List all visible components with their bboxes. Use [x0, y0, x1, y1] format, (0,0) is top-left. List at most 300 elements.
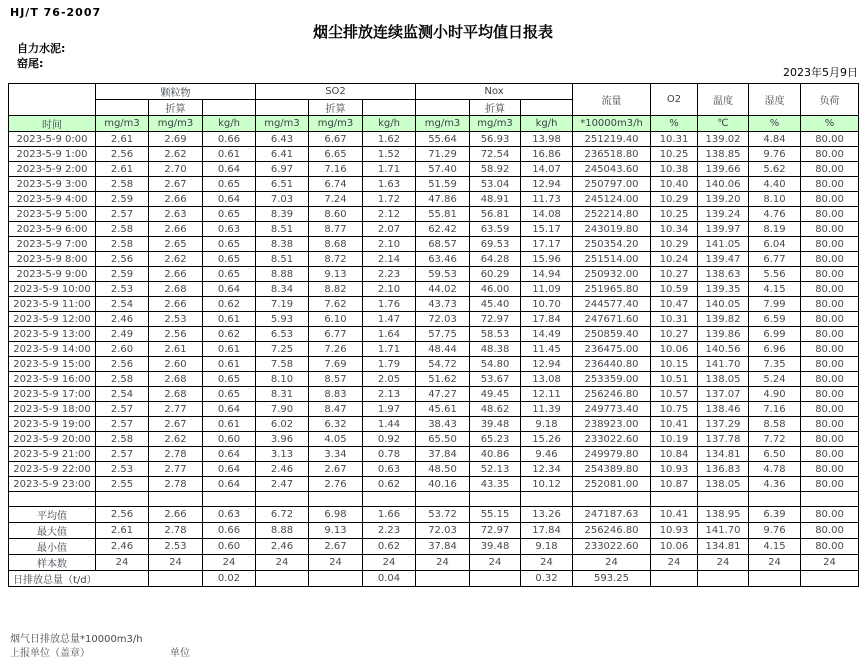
value-cell-3: 6.53 [256, 327, 309, 342]
time-cell: 2023-5-9 0:00 [9, 132, 96, 147]
summary-value-5: 0.62 [363, 539, 416, 555]
value-cell-3: 8.31 [256, 387, 309, 402]
value-cell-10: 10.29 [651, 237, 698, 252]
value-cell-9: 249979.80 [573, 447, 651, 462]
daily-total-row [9, 571, 859, 587]
empty-cell [698, 492, 749, 507]
value-cell-10: 10.27 [651, 267, 698, 282]
daily-total-value-2 [256, 571, 309, 587]
value-cell-3: 7.19 [256, 297, 309, 312]
value-cell-12: 4.84 [749, 132, 801, 147]
value-cell-3: 2.47 [256, 477, 309, 492]
value-cell-1: 2.66 [149, 267, 203, 282]
value-cell-12: 9.76 [749, 147, 801, 162]
summary-value-9: 247187.63 [573, 507, 651, 523]
empty-cell [416, 492, 470, 507]
value-cell-7: 64.28 [470, 252, 521, 267]
value-cell-9: 256246.80 [573, 387, 651, 402]
value-cell-2: 0.64 [203, 462, 256, 477]
value-cell-9: 245043.60 [573, 162, 651, 177]
value-cell-1: 2.67 [149, 177, 203, 192]
value-cell-4: 8.47 [309, 402, 363, 417]
value-cell-1: 2.53 [149, 312, 203, 327]
time-cell: 2023-5-9 2:00 [9, 162, 96, 177]
table-row [9, 477, 859, 492]
value-cell-12: 5.24 [749, 372, 801, 387]
value-cell-12: 7.72 [749, 432, 801, 447]
summary-value-4: 24 [309, 555, 363, 571]
value-cell-7: 58.53 [470, 327, 521, 342]
value-cell-12: 6.99 [749, 327, 801, 342]
summary-value-0: 2.46 [96, 539, 149, 555]
report-date: 2023年5月9日 [783, 66, 858, 79]
value-cell-2: 0.61 [203, 357, 256, 372]
value-cell-2: 0.65 [203, 372, 256, 387]
scalar-header-1: O2 [651, 84, 698, 116]
daily-total-value-4: 0.04 [363, 571, 416, 587]
value-cell-5: 1.71 [363, 342, 416, 357]
value-cell-11: 139.35 [698, 282, 749, 297]
value-cell-13: 80.00 [801, 297, 859, 312]
value-cell-13: 80.00 [801, 147, 859, 162]
value-cell-6: 48.50 [416, 462, 470, 477]
value-cell-2: 0.64 [203, 162, 256, 177]
value-cell-1: 2.69 [149, 132, 203, 147]
value-cell-13: 80.00 [801, 312, 859, 327]
value-cell-13: 80.00 [801, 342, 859, 357]
value-cell-1: 2.61 [149, 342, 203, 357]
value-cell-8: 12.94 [521, 357, 573, 372]
value-cell-1: 2.78 [149, 447, 203, 462]
value-cell-13: 80.00 [801, 402, 859, 417]
value-cell-11: 139.02 [698, 132, 749, 147]
value-cell-3: 6.51 [256, 177, 309, 192]
value-cell-13: 80.00 [801, 432, 859, 447]
value-cell-10: 10.40 [651, 177, 698, 192]
time-cell: 2023-5-9 20:00 [9, 432, 96, 447]
summary-value-10: 10.93 [651, 523, 698, 539]
daily-total-value-11 [749, 571, 801, 587]
value-cell-0: 2.53 [96, 282, 149, 297]
summary-value-2: 0.63 [203, 507, 256, 523]
value-cell-7: 40.86 [470, 447, 521, 462]
value-cell-0: 2.46 [96, 312, 149, 327]
value-cell-3: 6.97 [256, 162, 309, 177]
value-cell-7: 48.91 [470, 192, 521, 207]
value-cell-8: 11.45 [521, 342, 573, 357]
value-cell-4: 8.83 [309, 387, 363, 402]
empty-cell [9, 492, 96, 507]
value-cell-2: 0.64 [203, 402, 256, 417]
value-cell-13: 80.00 [801, 327, 859, 342]
value-cell-8: 10.70 [521, 297, 573, 312]
value-cell-6: 37.84 [416, 447, 470, 462]
daily-total-value-10 [698, 571, 749, 587]
value-cell-13: 80.00 [801, 252, 859, 267]
value-cell-9: 250797.00 [573, 177, 651, 192]
value-cell-5: 1.44 [363, 417, 416, 432]
value-cell-10: 10.27 [651, 327, 698, 342]
report-unit-label: 上报单位（盖章） [10, 648, 90, 659]
value-cell-9: 236440.80 [573, 357, 651, 372]
value-cell-1: 2.68 [149, 372, 203, 387]
value-cell-2: 0.61 [203, 342, 256, 357]
value-cell-9: 251965.80 [573, 282, 651, 297]
value-cell-6: 51.59 [416, 177, 470, 192]
value-cell-0: 2.53 [96, 462, 149, 477]
time-cell: 2023-5-9 10:00 [9, 282, 96, 297]
value-cell-7: 58.92 [470, 162, 521, 177]
value-cell-2: 0.65 [203, 207, 256, 222]
time-cell: 2023-5-9 18:00 [9, 402, 96, 417]
value-cell-11: 138.05 [698, 372, 749, 387]
value-cell-1: 2.62 [149, 432, 203, 447]
table-row [9, 342, 859, 357]
value-cell-8: 11.09 [521, 282, 573, 297]
value-cell-4: 6.67 [309, 132, 363, 147]
value-cell-6: 55.81 [416, 207, 470, 222]
value-cell-3: 8.38 [256, 237, 309, 252]
value-cell-9: 233022.60 [573, 432, 651, 447]
summary-value-2: 0.60 [203, 539, 256, 555]
value-cell-1: 2.62 [149, 252, 203, 267]
time-cell: 2023-5-9 11:00 [9, 297, 96, 312]
unit-label: 单位 [170, 648, 190, 659]
value-cell-11: 139.66 [698, 162, 749, 177]
value-cell-0: 2.57 [96, 402, 149, 417]
empty-cell [521, 492, 573, 507]
time-header: 时间 [9, 116, 96, 132]
value-cell-9: 252081.00 [573, 477, 651, 492]
value-cell-7: 72.97 [470, 312, 521, 327]
daily-total-value-0 [149, 571, 203, 587]
empty-cell [801, 492, 859, 507]
summary-value-8: 9.18 [521, 539, 573, 555]
summary-value-5: 24 [363, 555, 416, 571]
value-cell-0: 2.58 [96, 177, 149, 192]
table-row [9, 177, 859, 192]
value-cell-9: 252214.80 [573, 207, 651, 222]
value-cell-0: 2.61 [96, 132, 149, 147]
summary-value-12: 9.76 [749, 523, 801, 539]
value-cell-0: 2.57 [96, 207, 149, 222]
summary-value-4: 6.98 [309, 507, 363, 523]
value-cell-3: 7.03 [256, 192, 309, 207]
value-cell-8: 15.96 [521, 252, 573, 267]
time-cell: 2023-5-9 17:00 [9, 387, 96, 402]
value-cell-8: 9.18 [521, 417, 573, 432]
summary-value-8: 24 [521, 555, 573, 571]
summary-value-6: 53.72 [416, 507, 470, 523]
value-cell-9: 236518.80 [573, 147, 651, 162]
time-cell: 2023-5-9 13:00 [9, 327, 96, 342]
value-cell-10: 10.24 [651, 252, 698, 267]
value-cell-11: 138.46 [698, 402, 749, 417]
summary-value-2: 0.66 [203, 523, 256, 539]
value-cell-0: 2.55 [96, 477, 149, 492]
value-cell-0: 2.54 [96, 387, 149, 402]
value-cell-3: 6.02 [256, 417, 309, 432]
value-cell-1: 2.77 [149, 462, 203, 477]
unit-header-2: kg/h [203, 116, 256, 132]
summary-value-11: 24 [698, 555, 749, 571]
value-cell-4: 6.65 [309, 147, 363, 162]
value-cell-12: 6.77 [749, 252, 801, 267]
table-row [9, 357, 859, 372]
value-cell-10: 10.59 [651, 282, 698, 297]
value-cell-12: 4.15 [749, 282, 801, 297]
summary-label: 最小值 [9, 539, 96, 555]
value-cell-7: 69.53 [470, 237, 521, 252]
value-cell-6: 68.57 [416, 237, 470, 252]
daily-total-value-8: 593.25 [573, 571, 651, 587]
time-cell: 2023-5-9 23:00 [9, 477, 96, 492]
value-cell-10: 10.25 [651, 147, 698, 162]
table-row [9, 297, 859, 312]
table-row [9, 222, 859, 237]
value-cell-11: 139.47 [698, 252, 749, 267]
value-cell-8: 10.12 [521, 477, 573, 492]
value-cell-7: 43.35 [470, 477, 521, 492]
time-cell: 2023-5-9 22:00 [9, 462, 96, 477]
value-cell-5: 0.63 [363, 462, 416, 477]
empty-cell [651, 492, 698, 507]
table-row [9, 162, 859, 177]
report-table [8, 83, 859, 587]
value-cell-8: 17.17 [521, 237, 573, 252]
value-cell-5: 1.97 [363, 402, 416, 417]
unit-header-12: % [749, 116, 801, 132]
value-cell-6: 72.03 [416, 312, 470, 327]
summary-value-12: 4.15 [749, 539, 801, 555]
value-cell-7: 46.00 [470, 282, 521, 297]
summary-value-0: 24 [96, 555, 149, 571]
value-cell-12: 6.96 [749, 342, 801, 357]
unit-header-5: kg/h [363, 116, 416, 132]
daily-total-value-1: 0.02 [203, 571, 256, 587]
value-cell-6: 44.02 [416, 282, 470, 297]
summary-value-6: 24 [416, 555, 470, 571]
value-cell-12: 6.50 [749, 447, 801, 462]
summary-value-8: 17.84 [521, 523, 573, 539]
value-cell-2: 0.65 [203, 237, 256, 252]
value-cell-13: 80.00 [801, 222, 859, 237]
value-cell-0: 2.54 [96, 297, 149, 312]
value-cell-11: 137.29 [698, 417, 749, 432]
value-cell-5: 2.05 [363, 372, 416, 387]
value-cell-5: 2.10 [363, 282, 416, 297]
table-row [9, 327, 859, 342]
value-cell-5: 1.71 [363, 162, 416, 177]
value-cell-8: 9.46 [521, 447, 573, 462]
summary-row [9, 555, 859, 571]
value-cell-2: 0.60 [203, 432, 256, 447]
value-cell-2: 0.64 [203, 282, 256, 297]
empty-cell [149, 492, 203, 507]
value-cell-1: 2.63 [149, 207, 203, 222]
summary-row [9, 507, 859, 523]
company-name: 自力水泥: [17, 42, 66, 55]
value-cell-13: 80.00 [801, 267, 859, 282]
value-cell-5: 0.92 [363, 432, 416, 447]
value-cell-10: 10.93 [651, 462, 698, 477]
value-cell-12: 4.78 [749, 462, 801, 477]
converted-subheader-1: 折算 [309, 100, 363, 116]
value-cell-5: 2.10 [363, 237, 416, 252]
time-cell: 2023-5-9 1:00 [9, 147, 96, 162]
value-cell-6: 38.43 [416, 417, 470, 432]
summary-value-11: 141.70 [698, 523, 749, 539]
summary-value-11: 134.81 [698, 539, 749, 555]
value-cell-4: 7.62 [309, 297, 363, 312]
value-cell-3: 2.46 [256, 462, 309, 477]
value-cell-4: 8.77 [309, 222, 363, 237]
value-cell-0: 2.60 [96, 342, 149, 357]
value-cell-7: 39.48 [470, 417, 521, 432]
table-row [9, 372, 859, 387]
value-cell-8: 17.84 [521, 312, 573, 327]
value-cell-3: 8.51 [256, 252, 309, 267]
table-row [9, 447, 859, 462]
table-row [9, 417, 859, 432]
summary-value-4: 9.13 [309, 523, 363, 539]
value-cell-1: 2.67 [149, 417, 203, 432]
value-cell-4: 7.26 [309, 342, 363, 357]
unit-header-0: mg/m3 [96, 116, 149, 132]
corner-cell [9, 84, 96, 116]
value-cell-13: 80.00 [801, 177, 859, 192]
standard-code: HJ/T 76-2007 [10, 6, 102, 19]
empty-cell [96, 492, 149, 507]
time-cell: 2023-5-9 12:00 [9, 312, 96, 327]
value-cell-11: 138.85 [698, 147, 749, 162]
value-cell-3: 3.13 [256, 447, 309, 462]
table-row [9, 282, 859, 297]
report-table-head [9, 84, 859, 132]
value-cell-8: 16.86 [521, 147, 573, 162]
value-cell-7: 60.29 [470, 267, 521, 282]
daily-total-label: 日排放总量（t/d） [9, 571, 149, 587]
value-cell-5: 1.64 [363, 327, 416, 342]
value-cell-10: 10.51 [651, 372, 698, 387]
value-cell-0: 2.58 [96, 237, 149, 252]
daily-total-value-9 [651, 571, 698, 587]
value-cell-11: 141.70 [698, 357, 749, 372]
value-cell-7: 72.54 [470, 147, 521, 162]
value-cell-1: 2.77 [149, 402, 203, 417]
value-cell-2: 0.61 [203, 417, 256, 432]
value-cell-8: 14.07 [521, 162, 573, 177]
summary-value-4: 2.67 [309, 539, 363, 555]
value-cell-1: 2.60 [149, 357, 203, 372]
value-cell-7: 52.13 [470, 462, 521, 477]
value-cell-5: 2.13 [363, 387, 416, 402]
table-row [9, 312, 859, 327]
summary-value-5: 2.23 [363, 523, 416, 539]
summary-value-0: 2.56 [96, 507, 149, 523]
summary-value-6: 72.03 [416, 523, 470, 539]
value-cell-4: 4.05 [309, 432, 363, 447]
time-cell: 2023-5-9 7:00 [9, 237, 96, 252]
value-cell-10: 10.84 [651, 447, 698, 462]
group-header-1: SO2 [256, 84, 416, 100]
value-cell-10: 10.19 [651, 432, 698, 447]
value-cell-11: 140.05 [698, 297, 749, 312]
value-cell-6: 54.72 [416, 357, 470, 372]
value-cell-5: 1.47 [363, 312, 416, 327]
daily-total-value-6 [470, 571, 521, 587]
summary-value-7: 72.97 [470, 523, 521, 539]
daily-total-value-7: 0.32 [521, 571, 573, 587]
value-cell-3: 7.90 [256, 402, 309, 417]
value-cell-13: 80.00 [801, 417, 859, 432]
unit-header-11: ℃ [698, 116, 749, 132]
time-cell: 2023-5-9 16:00 [9, 372, 96, 387]
value-cell-5: 1.76 [363, 297, 416, 312]
value-cell-7: 56.81 [470, 207, 521, 222]
value-cell-13: 80.00 [801, 282, 859, 297]
summary-value-13: 24 [801, 555, 859, 571]
value-cell-0: 2.58 [96, 372, 149, 387]
value-cell-3: 8.88 [256, 267, 309, 282]
value-cell-4: 8.68 [309, 237, 363, 252]
value-cell-8: 12.34 [521, 462, 573, 477]
time-cell: 2023-5-9 4:00 [9, 192, 96, 207]
value-cell-2: 0.65 [203, 387, 256, 402]
table-row [9, 192, 859, 207]
converted-subheader-0: 折算 [149, 100, 203, 116]
value-cell-4: 7.16 [309, 162, 363, 177]
value-cell-6: 51.62 [416, 372, 470, 387]
value-cell-10: 10.57 [651, 387, 698, 402]
value-cell-0: 2.61 [96, 162, 149, 177]
value-cell-9: 249773.40 [573, 402, 651, 417]
value-cell-0: 2.56 [96, 252, 149, 267]
value-cell-10: 10.15 [651, 357, 698, 372]
value-cell-6: 65.50 [416, 432, 470, 447]
table-row [9, 147, 859, 162]
value-cell-4: 6.32 [309, 417, 363, 432]
value-cell-6: 63.46 [416, 252, 470, 267]
value-cell-9: 244577.40 [573, 297, 651, 312]
value-cell-13: 80.00 [801, 237, 859, 252]
value-cell-11: 139.97 [698, 222, 749, 237]
value-cell-4: 6.10 [309, 312, 363, 327]
table-row [9, 432, 859, 447]
value-cell-2: 0.64 [203, 447, 256, 462]
value-cell-11: 138.63 [698, 267, 749, 282]
summary-value-6: 37.84 [416, 539, 470, 555]
value-cell-3: 5.93 [256, 312, 309, 327]
value-cell-11: 137.07 [698, 387, 749, 402]
value-cell-13: 80.00 [801, 132, 859, 147]
value-cell-4: 8.72 [309, 252, 363, 267]
value-cell-8: 13.98 [521, 132, 573, 147]
rate-subheader-1 [363, 100, 416, 116]
value-cell-9: 250354.20 [573, 237, 651, 252]
value-cell-7: 49.45 [470, 387, 521, 402]
summary-value-11: 138.95 [698, 507, 749, 523]
value-cell-7: 45.40 [470, 297, 521, 312]
value-cell-1: 2.78 [149, 477, 203, 492]
value-cell-13: 80.00 [801, 207, 859, 222]
value-cell-10: 10.31 [651, 312, 698, 327]
unit-header-6: mg/m3 [416, 116, 470, 132]
value-cell-6: 40.16 [416, 477, 470, 492]
value-cell-0: 2.58 [96, 222, 149, 237]
unit-header-7: mg/m3 [470, 116, 521, 132]
summary-label: 最大值 [9, 523, 96, 539]
